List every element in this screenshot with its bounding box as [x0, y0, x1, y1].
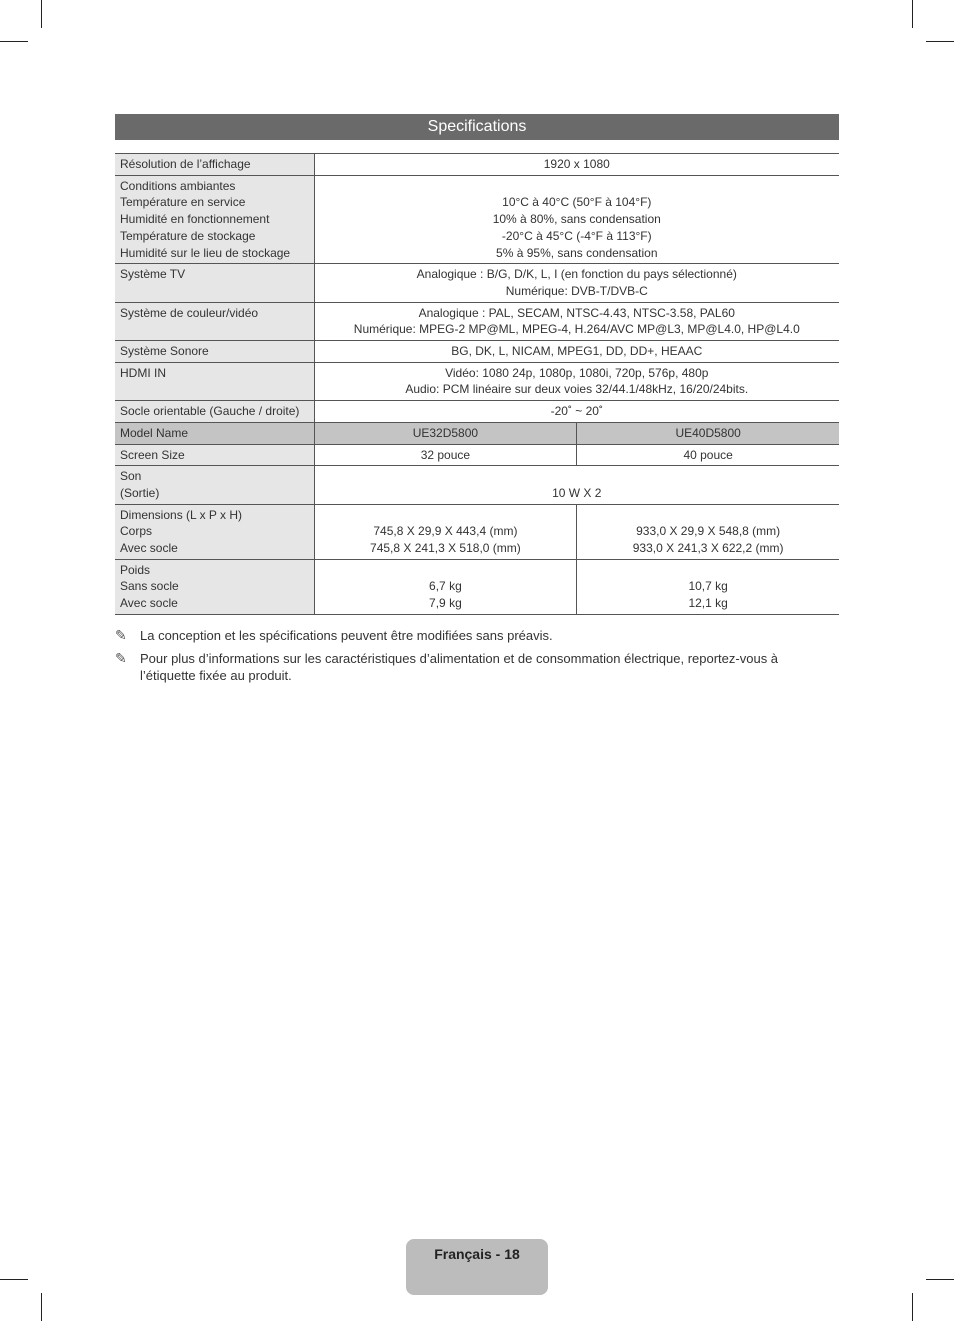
cell-line: 12,1 kg — [688, 596, 728, 611]
spec-label — [115, 504, 314, 559]
cell-line: 10,7 kg — [688, 579, 728, 594]
cell-line: Sans socle — [120, 579, 179, 594]
cell-line: 10°C à 40°C (50°F à 104°F) — [502, 195, 652, 210]
cell-line: Température en service — [120, 195, 246, 210]
cell-line: Avec socle — [120, 596, 178, 611]
table-row — [115, 264, 839, 302]
cell-line: UE32D5800 — [412, 425, 479, 440]
table-row — [115, 154, 839, 176]
cell-line: Numérique: DVB-T/DVB-C — [505, 283, 648, 298]
cell-line: Dimensions (L x P x H) — [120, 507, 243, 522]
spec-value — [314, 504, 577, 559]
cell-line: Son — [120, 469, 142, 484]
cell-line: Model Name — [120, 425, 189, 440]
cell-line: Système de couleur/vidéo — [120, 305, 259, 320]
table-row — [115, 362, 839, 400]
cell-line: Analogique : B/G, D/K, L, I (en fonction du pays sélectionné) — [416, 267, 737, 282]
cell-line: 40 pouce — [683, 447, 733, 462]
cell-line: Analogique : PAL, SECAM, NTSC-4.43, NTSC-3.58, PAL60 — [418, 305, 735, 320]
spec-value — [314, 401, 839, 423]
cell-line: Socle orientable (Gauche / droite) — [120, 404, 300, 419]
crop-mark — [912, 0, 913, 28]
table-row — [115, 401, 839, 423]
cell-line: HDMI IN — [120, 365, 166, 380]
cell-line: 933,0 X 241,3 X 622,2 (mm) — [632, 541, 784, 556]
table-row — [115, 302, 839, 340]
spec-value — [314, 264, 839, 302]
cell-line: Humidité sur le lieu de stockage — [120, 245, 291, 260]
cell-line: Système Sonore — [120, 344, 209, 359]
table-row — [115, 559, 839, 614]
cell-line: Conditions ambiantes — [120, 178, 236, 193]
cell-line: Température de stockage — [120, 228, 256, 243]
crop-mark — [912, 1293, 913, 1321]
page-number: Français - 18 — [406, 1239, 548, 1295]
table-row — [115, 444, 839, 466]
model-name — [577, 422, 839, 444]
cell-line: Humidité en fonctionnement — [120, 212, 270, 227]
pencil-icon: ✎ — [115, 627, 127, 643]
table-row — [115, 504, 839, 559]
spec-value — [314, 466, 839, 504]
model-name — [314, 422, 577, 444]
crop-mark — [41, 1293, 42, 1321]
spec-label — [115, 444, 314, 466]
spec-label — [115, 175, 314, 264]
note-text: La conception et les spécifications peuvent être modifiées sans préavis. — [140, 628, 553, 643]
spec-label — [115, 341, 314, 363]
spec-value — [314, 362, 839, 400]
cell-line: 7,9 kg — [429, 596, 462, 611]
spec-value — [577, 559, 839, 614]
table-row — [115, 341, 839, 363]
cell-line: BG, DK, L, NICAM, MPEG1, DD, DD+, HEAAC — [451, 344, 703, 359]
section-title: Specifications — [115, 114, 839, 140]
table-row — [115, 175, 839, 264]
spec-value — [314, 154, 839, 176]
cell-line: -20˚ ~ 20˚ — [550, 404, 603, 419]
crop-mark — [41, 0, 42, 28]
crop-mark — [0, 41, 28, 42]
spec-value — [314, 559, 577, 614]
cell-line: (Sortie) — [120, 485, 160, 500]
note-text: Pour plus d’informations sur les caractéristiques d’alimentation et de consommation électrique, reportez-vous à l’étiquette fixée au produit. — [140, 651, 779, 683]
spec-value — [314, 341, 839, 363]
crop-mark — [0, 1279, 28, 1280]
cell-line: 10 W X 2 — [552, 485, 602, 500]
spec-label — [115, 401, 314, 423]
notes — [115, 627, 815, 690]
cell-line: 933,0 X 29,9 X 548,8 (mm) — [636, 524, 781, 539]
table-row — [115, 466, 839, 504]
spec-label — [115, 559, 314, 614]
table-row — [115, 422, 839, 444]
crop-mark — [926, 1279, 954, 1280]
cell-line: 5% à 95%, sans condensation — [496, 245, 658, 260]
model-name-label — [115, 422, 314, 444]
cell-line: 745,8 X 29,9 X 443,4 (mm) — [373, 524, 518, 539]
cell-line: Système TV — [120, 267, 186, 282]
cell-line: Vidéo: 1080 24p, 1080p, 1080i, 720p, 576p, 480p — [445, 365, 709, 380]
cell-line: Screen Size — [120, 447, 185, 462]
spec-label — [115, 154, 314, 176]
spec-label — [115, 264, 314, 302]
cell-line: 6,7 kg — [429, 579, 462, 594]
cell-line: 32 pouce — [420, 447, 471, 462]
spec-value — [314, 302, 839, 340]
note — [115, 650, 815, 684]
cell-line: Résolution de l’affichage — [120, 157, 251, 171]
cell-line: -20°C à 45°C (-4°F à 113°F) — [501, 228, 652, 243]
pencil-icon: ✎ — [115, 650, 127, 666]
cell-line: Audio: PCM linéaire sur deux voies 32/44.1/48kHz, 16/20/24bits. — [405, 382, 749, 397]
note — [115, 627, 815, 644]
spec-value — [314, 175, 839, 264]
spec-label — [115, 362, 314, 400]
cell-line: 1920 x 1080 — [543, 157, 610, 171]
spec-label — [115, 302, 314, 340]
cell-line: Avec socle — [120, 541, 178, 556]
cell-line: 10% à 80%, sans condensation — [492, 212, 661, 227]
cell-line: UE40D5800 — [675, 425, 741, 440]
spec-value — [577, 504, 839, 559]
cell-line: Poids — [120, 562, 151, 577]
specifications-table — [115, 153, 839, 615]
cell-line: Numérique: MPEG-2 MP@ML, MPEG-4, H.264/AVC MP@L3, MP@L4.0, HP@L4.0 — [353, 322, 800, 337]
spec-label — [115, 466, 314, 504]
cell-line: Corps — [120, 524, 153, 539]
crop-mark — [926, 41, 954, 42]
spec-value — [314, 444, 577, 466]
spec-value — [577, 444, 839, 466]
cell-line: 745,8 X 241,3 X 518,0 (mm) — [370, 541, 521, 556]
